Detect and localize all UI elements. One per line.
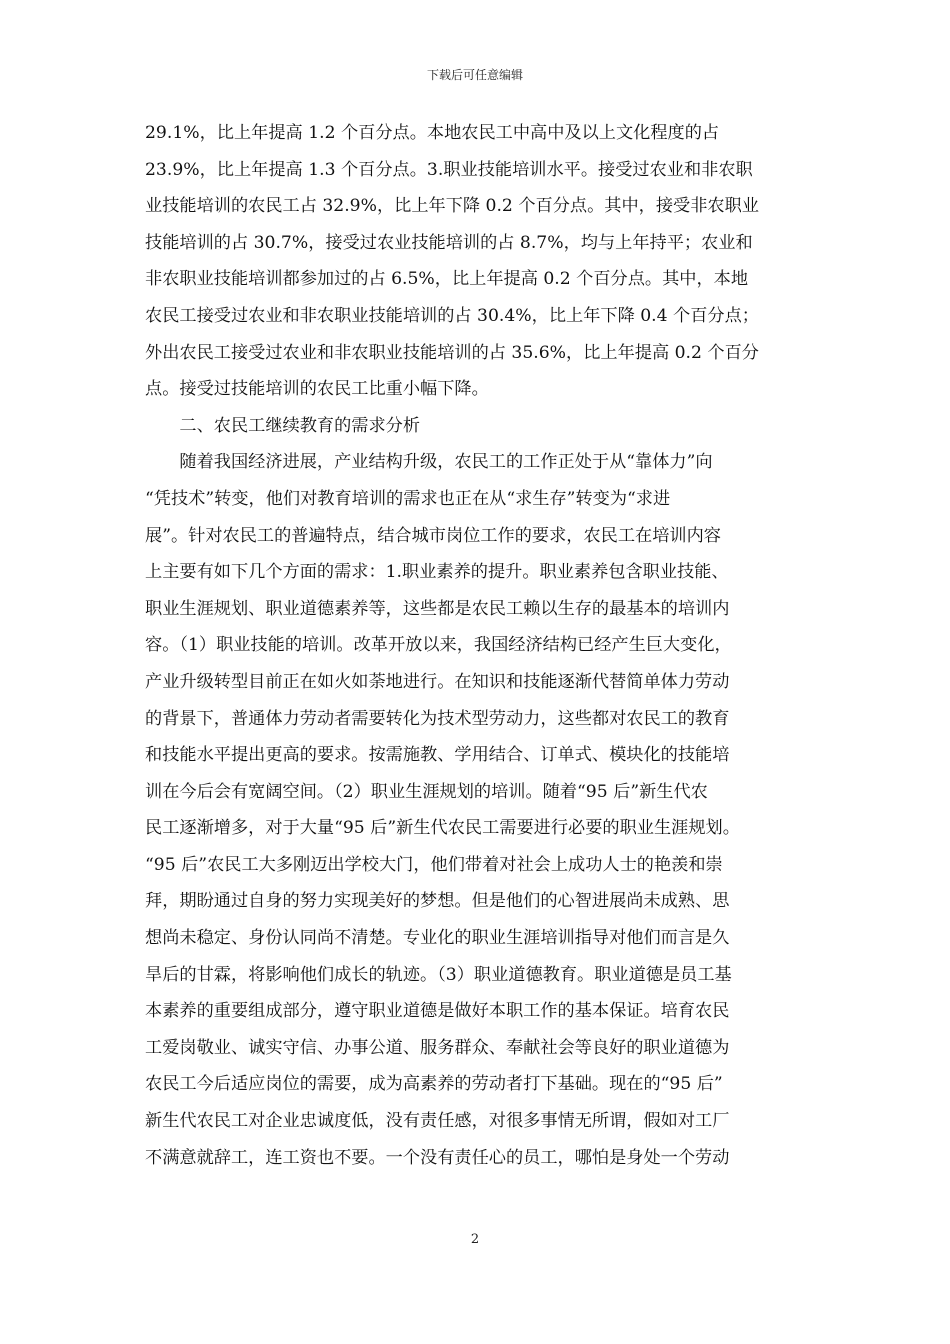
page-header: 下载后可任意编辑 xyxy=(426,68,523,82)
text-line: “凭技术”转变，他们对教育培训的需求也正在从“求生存”转变为“求进 xyxy=(145,488,671,509)
text-line: 民工逐渐增多，对于大量“95 后”新生代农民工需要进行必要的职业生涯规划。 xyxy=(145,818,740,839)
text-line: 拜，期盼通过自身的努力实现美好的梦想。但是他们的心智进展尚未成熟、思 xyxy=(145,891,730,912)
text-line: “95 后”农民工大多刚迈出学校大门，他们带着对社会上成功人士的艳羡和崇 xyxy=(145,854,723,875)
text-line: 业技能培训的农民工占 32.9%，比上年下降 0.2 个百分点。其中，接受非农职业 xyxy=(145,196,759,217)
text-line: 外出农民工接受过农业和非农职业技能培训的占 35.6%，比上年提高 0.2 个百分 xyxy=(145,342,759,363)
text-line: 农民工今后适应岗位的需要，成为高素养的劳动者打下基础。现在的“95 后” xyxy=(145,1074,723,1095)
text-line: 技能培训的占 30.7%，接受过农业技能培训的占 8.7%，均与上年持平；农业和 xyxy=(145,232,753,253)
text-line: 上主要有如下几个方面的需求：1.职业素养的提升。职业素养包含职业技能、 xyxy=(145,562,729,583)
text-line: 旱后的甘霖，将影响他们成长的轨迹。（3）职业道德教育。职业道德是员工基 xyxy=(145,964,732,985)
text-line: 非农职业技能培训都参加过的占 6.5%，比上年提高 0.2 个百分点。其中，本地 xyxy=(145,269,749,290)
text-line: 工爱岗敬业、诚实守信、办事公道、服务群众、奉献社会等良好的职业道德为 xyxy=(145,1037,730,1058)
text-line: 想尚未稳定、身份认同尚不清楚。专业化的职业生涯培训指导对他们而言是久 xyxy=(145,928,730,949)
text-line: 训在今后会有宽阔空间。（2）职业生涯规划的培训。随着“95 后”新生代农 xyxy=(145,781,708,802)
text-line: 23.9%，比上年提高 1.3 个百分点。3.职业技能培训水平。接受过农业和非农职 xyxy=(145,159,753,180)
page-number: 2 xyxy=(470,1232,480,1247)
text-line: 展”。针对农民工的普遍特点，结合城市岗位工作的要求，农民工在培训内容 xyxy=(145,525,721,546)
text-line: 的背景下，普通体力劳动者需要转化为技术型劳动力，这些都对农民工的教育 xyxy=(145,708,730,729)
text-line: 农民工接受过农业和非农职业技能培训的占 30.4%，比上年下降 0.4 个百分点； xyxy=(145,305,759,326)
text-line: 和技能水平提出更高的要求。按需施教、学用结合、订单式、模块化的技能培 xyxy=(145,745,730,766)
text-line: 容。（1）职业技能的培训。改革开放以来，我国经济结构已经产生巨大变化， xyxy=(145,635,732,656)
text-line: 29.1%，比上年提高 1.2 个百分点。本地农民工中高中及以上文化程度的占 xyxy=(145,123,720,143)
section-heading: 二、农民工继续教育的需求分析 xyxy=(145,415,421,436)
text-line: 本素养的重要组成部分，遵守职业道德是做好本职工作的基本保证。培育农民 xyxy=(145,1001,730,1022)
text-line: 点。接受过技能培训的农民工比重小幅下降。 xyxy=(145,379,489,400)
text-line: 职业生涯规划、职业道德素养等，这些都是农民工赖以生存的最基本的培训内 xyxy=(145,598,730,619)
text-line: 产业升级转型目前正在如火如荼地进行。在知识和技能逐渐代替简单体力劳动 xyxy=(145,671,730,692)
text-line: 新生代农民工对企业忠诚度低，没有责任感，对很多事情无所谓，假如对工厂 xyxy=(145,1111,730,1132)
body-text xyxy=(145,115,813,1176)
text-line: 随着我国经济进展，产业结构升级，农民工的工作正处于从“靠体力”向 xyxy=(145,452,713,473)
text-line: 不满意就辞工，连工资也不要。一个没有责任心的员工，哪怕是身处一个劳动 xyxy=(145,1147,730,1168)
